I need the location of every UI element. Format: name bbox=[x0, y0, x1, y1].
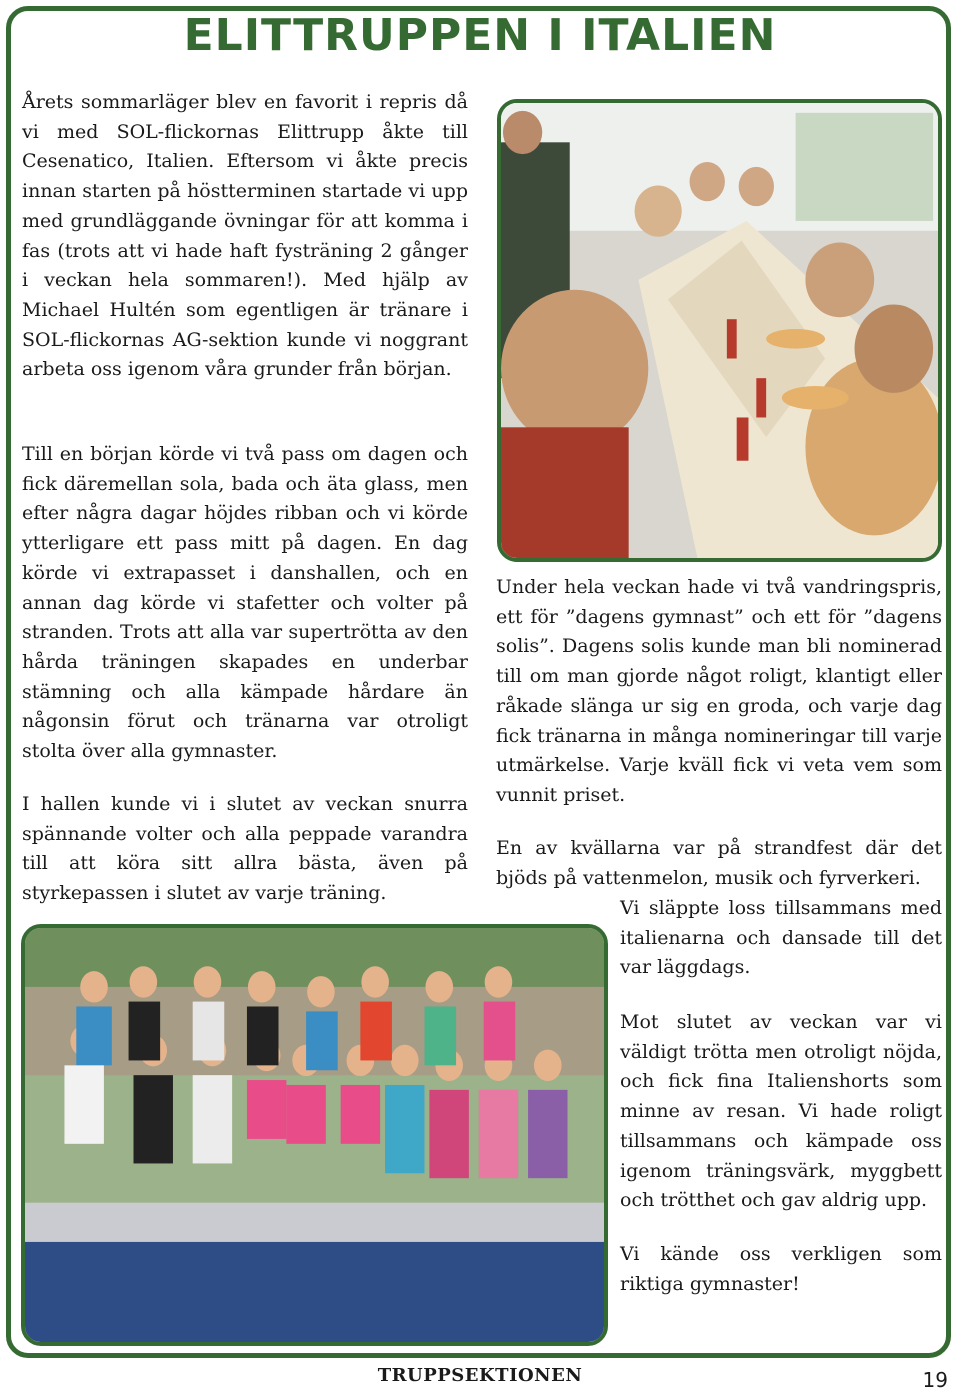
article-paragraph-7: Vi kände oss verkligen som riktiga gymnaster! bbox=[620, 1243, 942, 1295]
article-paragraph-5b: Vi släppte loss tillsammans med italienarna och dansade till det var läggdags. bbox=[620, 897, 942, 979]
article-paragraph-6: Mot slutet av veckan var vi väldigt trötta men otroligt nöjda, och fick fina Italienshorts som minne av resan. Vi hade roligt tillsammans och kämpade oss igenom träningsvärk, myggbett och trötthet och gav aldrig upp. bbox=[620, 1011, 942, 1212]
team-photo bbox=[21, 924, 608, 1346]
page-title: ELITTRUPPEN I ITALIEN bbox=[183, 10, 777, 61]
footer-section-label: TRUPPSEKTIONEN bbox=[377, 1365, 583, 1386]
page-number: 19 bbox=[922, 1368, 948, 1392]
article-paragraph-5a: En av kvällarna var på strandfest där det bjöds på vattenmelon, musik och fyrverkeri. bbox=[496, 837, 942, 889]
dinner-photo bbox=[497, 99, 942, 562]
article-paragraph-2: Till en början körde vi två pass om dagen och fick däremellan sola, bada och äta glass, men efter några dagar höjdes ribban och vi körde ytterligare ett pass mitt på dagen. En dag körde vi extrapasset i danshallen, och en annan dag körde vi stafetter och volter på stranden. Trots att alla var supertrötta av den hårda träningen skapades en underbar stämning och alla kämpade hårdare än någonsin förut och tränarna var otroligt stolta över alla gymnaster. bbox=[22, 443, 468, 763]
article-paragraph-4: Under hela veckan hade vi två vandringspris, ett för ”dagens gymnast” och ett för ”dagens solis”. Dagens solis kunde man bli nominerad till om man gjorde något roligt, klantigt eller råkade slänga ur sig en groda, och varje dag fick tränarna in många nomineringar till varje utmärkelse. Varje kväll fick vi veta vem som vunnit priset. bbox=[496, 576, 942, 806]
article-paragraph-1: Årets sommarläger blev en favorit i repris då vi med SOL-flickornas Elittrupp åkte till Cesenatico, Italien. Eftersom vi åkte precis innan starten på höstterminen startade vi upp med grundläggande övningar för att komma i fas (trots att vi hade haft fysträning 2 gånger i veckan hela sommaren!). Med hjälp av Michael Hultén som egentligen är tränare i SOL-flickornas AG-sektion kunde vi noggrant arbeta oss igenom våra grunder från början. bbox=[22, 91, 468, 381]
article-paragraph-3: I hallen kunde vi i slutet av veckan snurra spännande volter och alla peppade varandra till att köra sitt allra bästa, även på styrkepassen i slutet av varje träning. bbox=[22, 793, 468, 905]
